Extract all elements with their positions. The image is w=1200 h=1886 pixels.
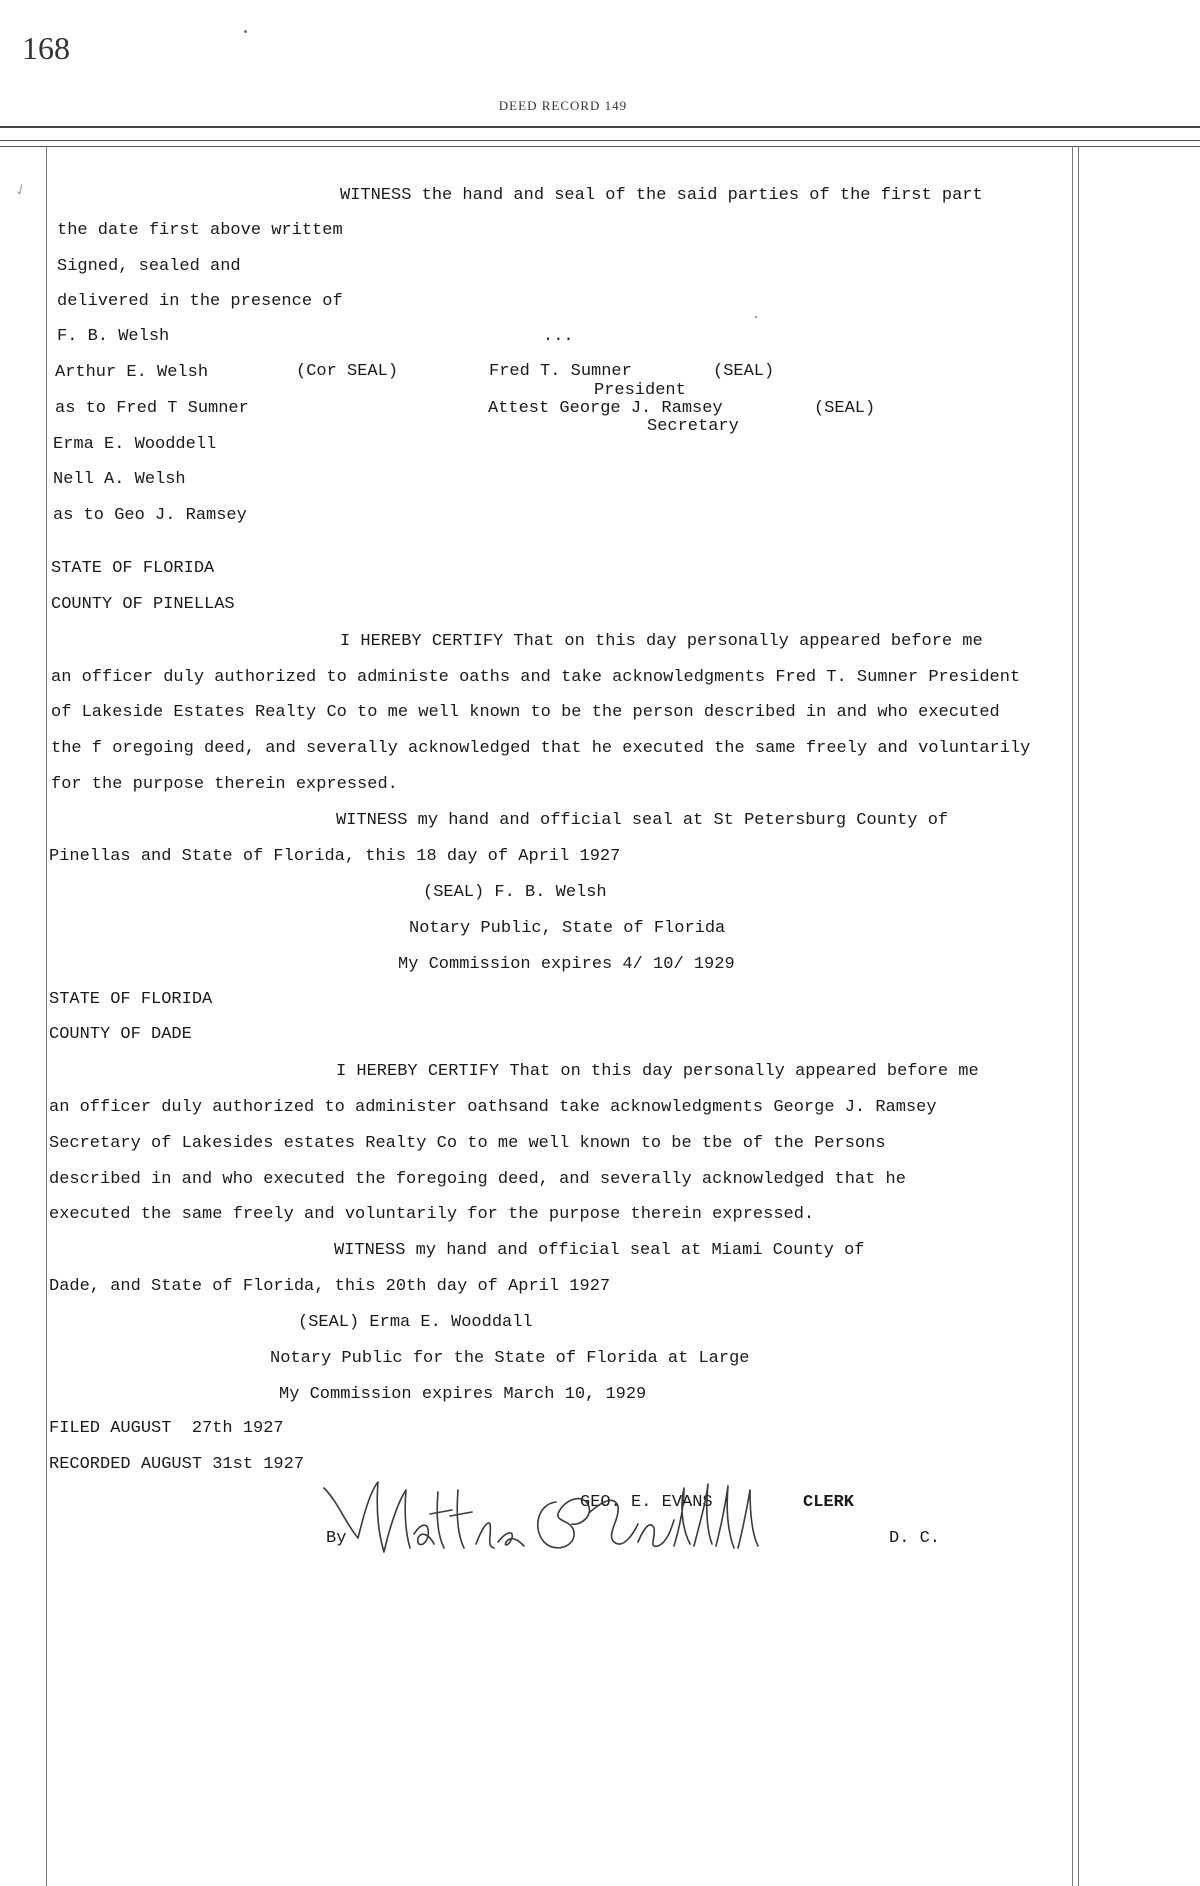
witness-name-3: Erma E. Wooddell bbox=[53, 435, 217, 454]
seal-2: (SEAL) bbox=[814, 399, 876, 418]
right-margin-line-2 bbox=[1078, 146, 1079, 1886]
deputy-clerk-signature bbox=[318, 1462, 778, 1572]
cert2-body-1: I HEREBY CERTIFY That on this day personally appeared before me bbox=[336, 1062, 979, 1081]
cert1-body-3: of Lakeside Estates Realty Co to me well known to be the person described in and who executed bbox=[51, 703, 1000, 722]
recorded-date: RECORDED AUGUST 31st 1927 bbox=[49, 1455, 305, 1474]
header-rule-thin bbox=[0, 140, 1200, 141]
cert1-body-1: I HEREBY CERTIFY That on this day personally appeared before me bbox=[340, 632, 983, 651]
cert1-witness-cont: Pinellas and State of Florida, this 18 day of April 1927 bbox=[49, 847, 621, 866]
witness-line-4: delivered in the presence of bbox=[57, 292, 343, 311]
cert1-witness: WITNESS my hand and official seal at St Petersburg County of bbox=[336, 811, 949, 830]
page-number: 168 bbox=[22, 30, 70, 66]
cert1-notary-title: Notary Public, State of Florida bbox=[409, 919, 726, 938]
filed-date: FILED AUGUST 27th 1927 bbox=[49, 1419, 284, 1438]
cert2-notary-title: Notary Public for the State of Florida at Large bbox=[270, 1349, 750, 1368]
header-rule bbox=[0, 126, 1200, 128]
header-rule-thin-2 bbox=[0, 146, 1200, 147]
cert2-body-2: an officer duly authorized to administer oathsand take acknowledgments George J. Ramsey bbox=[49, 1098, 937, 1117]
witness-line-1: WITNESS the hand and seal of the said parties of the first part bbox=[340, 186, 983, 205]
witness-name-1: F. B. Welsh bbox=[57, 327, 170, 346]
witness-name-4: Nell A. Welsh bbox=[53, 470, 186, 489]
cor-seal: (Cor SEAL) bbox=[296, 362, 399, 381]
clerk-name: GEO. E. EVANS bbox=[580, 1493, 713, 1512]
cert2-notary-seal: (SEAL) Erma E. Wooddall bbox=[298, 1313, 533, 1332]
cert2-witness-cont: Dade, and State of Florida, this 20th day of April 1927 bbox=[49, 1277, 611, 1296]
cert1-county: COUNTY OF PINELLAS bbox=[51, 595, 235, 614]
cert1-state: STATE OF FLORIDA bbox=[51, 559, 215, 578]
right-margin-line bbox=[1072, 146, 1073, 1886]
by-label: By bbox=[326, 1529, 347, 1548]
as-to-2: as to Geo J. Ramsey bbox=[53, 506, 247, 525]
cert2-witness: WITNESS my hand and official seal at Miami County of bbox=[334, 1241, 865, 1260]
as-to-1: as to Fred T Sumner bbox=[55, 399, 249, 418]
cert1-body-5: for the purpose therein expressed. bbox=[51, 775, 398, 794]
running-head: DEED RECORD 149 bbox=[498, 98, 628, 113]
cert1-body-4: the f oregoing deed, and severally acknowledged that he executed the same freely and voluntarily bbox=[51, 739, 1031, 758]
signer-2: Attest George J. Ramsey bbox=[488, 399, 723, 418]
signer-2-title: Secretary bbox=[647, 417, 739, 436]
signer-1-title: President bbox=[594, 381, 686, 400]
witness-name-2: Arthur E. Welsh bbox=[55, 363, 209, 382]
cert2-state: STATE OF FLORIDA bbox=[49, 990, 213, 1009]
ink-speck bbox=[244, 30, 247, 33]
cert2-body-3: Secretary of Lakesides estates Realty Co to me well known to be tbe of the Persons bbox=[49, 1134, 886, 1153]
witness-line-3: Signed, sealed and bbox=[57, 257, 241, 276]
seal-1: (SEAL) bbox=[713, 362, 775, 381]
cert1-body-2: an officer duly authorized to administe oaths and take acknowledgments Fred T. Sumner President bbox=[51, 668, 1021, 687]
witness-line-2: the date first above writtem bbox=[57, 221, 343, 240]
left-margin-line bbox=[46, 146, 47, 1886]
ellipsis: ... bbox=[543, 327, 574, 346]
cert2-commission: My Commission expires March 10, 1929 bbox=[279, 1385, 647, 1404]
cert1-notary-seal: (SEAL) F. B. Welsh bbox=[423, 883, 607, 902]
deputy-clerk-label: D. C. bbox=[889, 1529, 941, 1548]
margin-check-mark: ✓ bbox=[10, 178, 31, 201]
cert1-commission: My Commission expires 4/ 10/ 1929 bbox=[398, 955, 735, 974]
cert2-body-4: described in and who executed the foregoing deed, and severally acknowledged that he bbox=[49, 1170, 906, 1189]
signer-1: Fred T. Sumner bbox=[489, 362, 632, 381]
clerk-title: CLERK bbox=[803, 1493, 855, 1512]
ink-speck-2 bbox=[755, 316, 757, 318]
cert2-body-5: executed the same freely and voluntarily for the purpose therein expressed. bbox=[49, 1205, 815, 1224]
cert2-county: COUNTY OF DADE bbox=[49, 1025, 192, 1044]
